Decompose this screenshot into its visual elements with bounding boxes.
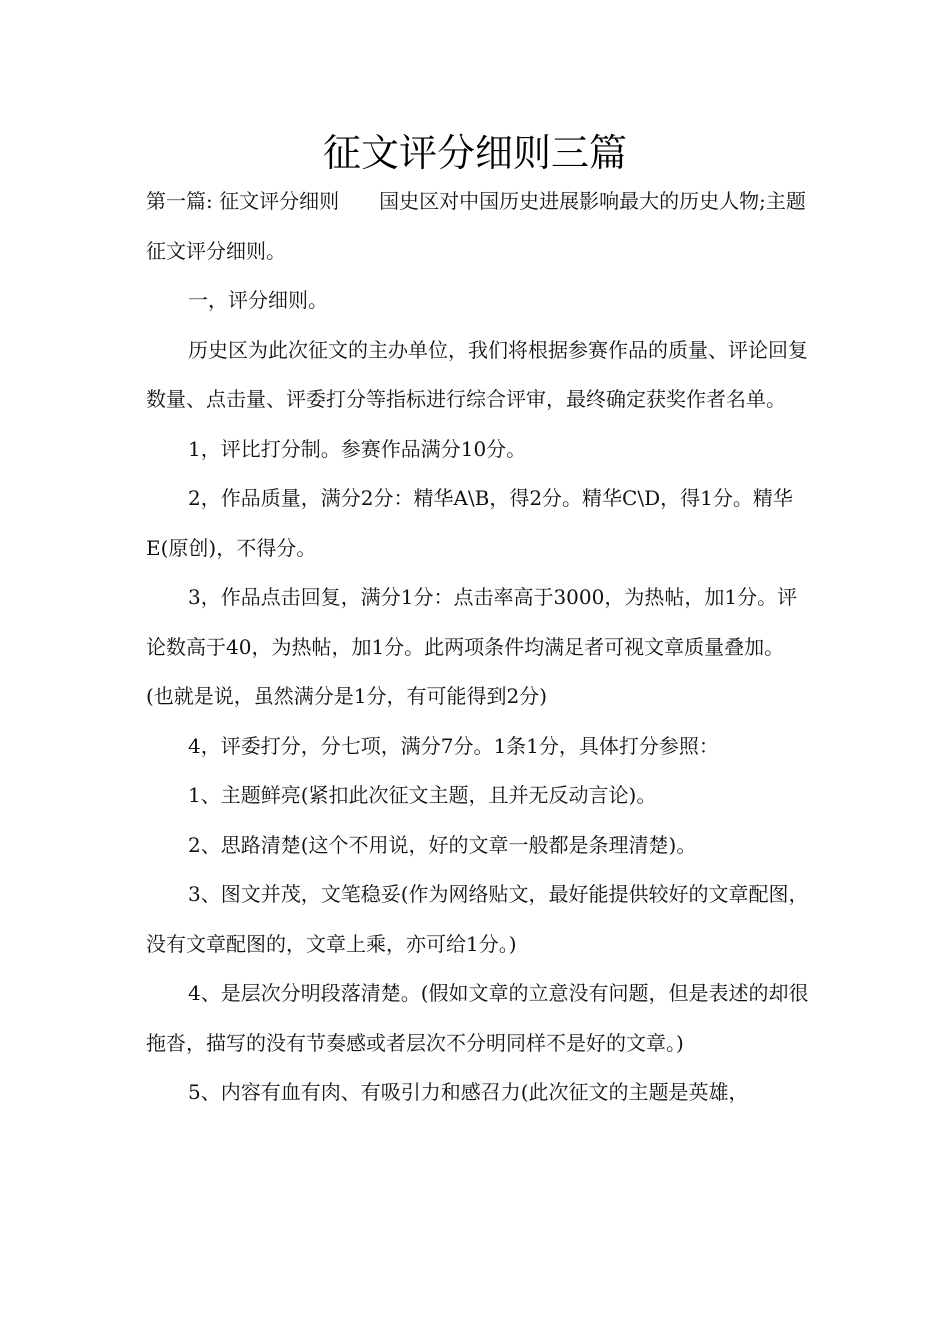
section-label: 第一篇: 征文评分细则: [146, 189, 340, 213]
document-body: [146, 177, 811, 1118]
list-item: 2、思路清楚(这个不用说，好的文章一般都是条理清楚)。: [188, 832, 697, 857]
paragraph: 3，作品点击回复，满分1分：点击率高于3000，为热帖，加1分。评论数高于40，为热帖，加1分。此两项条件均满足者可视文章质量叠加。(也就是说，虽然满分是1分，有可能得到2分): [146, 585, 798, 708]
paragraph: 2，作品质量，满分2分：精华A\B，得2分。精华C\D，得1分。精华E(原创)，不得分。: [146, 486, 793, 560]
list-item: 5、内容有血有肉、有吸引力和感召力(此次征文的主题是英雄，: [188, 1080, 749, 1104]
list-item: 4、是层次分明段落清楚。(假如文章的立意没有问题，但是表述的却很拖沓，描写的没有节奏感或者层次不分明同样不是好的文章。): [146, 981, 809, 1055]
document-title: 征文评分细则三篇: [322, 131, 627, 175]
section-intro: 国史区对中国历史进展影响最大的历史人物;主题征文评分细则。: [146, 189, 806, 263]
list-item: 3、图文并茂，文笔稳妥(作为网络贴文，最好能提供较好的文章配图，没有文章配图的，文章上乘，亦可给1分。): [146, 882, 809, 956]
paragraph: 历史区为此次征文的主办单位，我们将根据参赛作品的质量、评论回复数量、点击量、评委打分等指标进行综合评审，最终确定获奖作者名单。: [146, 337, 808, 411]
first-line: [146, 177, 811, 276]
paragraph: 1，评比打分制。参赛作品满分10分。: [188, 436, 527, 461]
paragraph-heading: 一，评分细则。: [188, 288, 328, 312]
paragraph: 4，评委打分，分七项，满分7分。1条1分，具体打分参照：: [188, 733, 719, 758]
list-item: 1、主题鲜亮(紧扣此次征文主题，且并无反动言论)。: [188, 783, 657, 807]
